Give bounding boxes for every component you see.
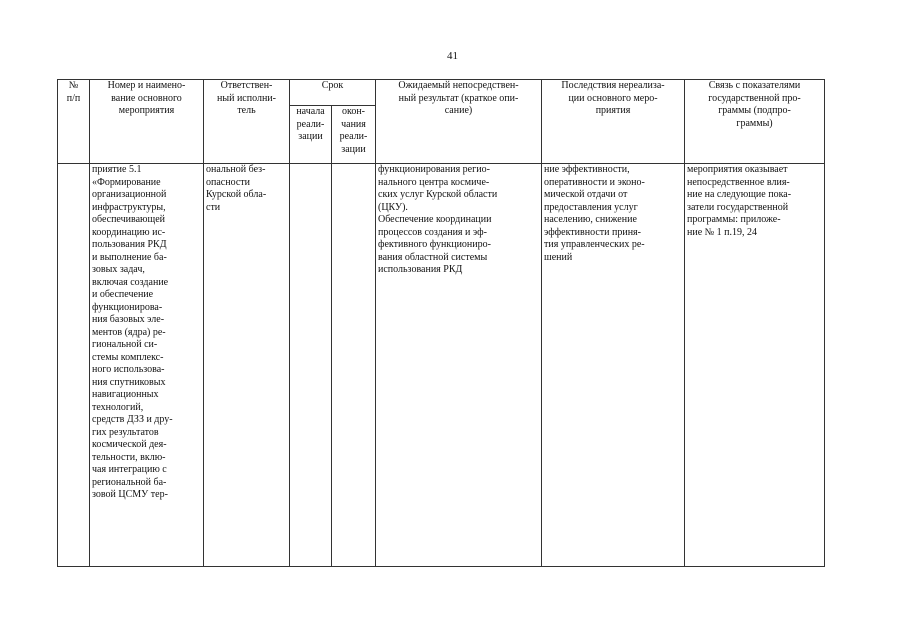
row-term-end: [332, 164, 376, 567]
header-consequences: Последствия нереализа- ции основного меро- приятия: [542, 80, 685, 164]
header-term: Срок: [290, 80, 376, 106]
row-term-start: [290, 164, 332, 567]
header-responsible: Ответствен- ный исполни- тель: [204, 80, 290, 164]
header-term-end: окон- чания реали- зации: [332, 106, 376, 164]
row-num: [58, 164, 90, 567]
page-number: 41: [447, 50, 458, 62]
row-expected: функционирования регио- нального центра космиче- ских услуг Курской области (ЦКУ). Обеспечение координации процессов создания и эф- фективного функциониро- вания областной системы использования РКД: [376, 164, 542, 567]
header-term-start: начала реали- зации: [290, 106, 332, 164]
header-num: № п/п: [58, 80, 90, 164]
row-consequences: ние эффективности, оперативности и эконо- мической отдачи от предоставления услуг населению, снижение эффективности приня- тия управленческих ре- шений: [542, 164, 685, 567]
header-name: Номер и наимено- вание основного мероприятия: [90, 80, 204, 164]
row-name: приятие 5.1 «Формирование организационной инфраструктуры, обеспечивающей координацию ис- пользования РКД и выполнение ба- зовых задач, включая создание и обеспечение функционирова- ния базовых эле- ментов (ядра) ре- гиональной си- стемы комплекс- ного использова- ния спутниковых навигационных технологий, средств ДЗЗ и дру- гих результатов космической дея- тельности, вклю- чая интеграцию с региональной ба- зовой ЦСМУ тер-: [90, 164, 204, 567]
table-row: [58, 164, 825, 567]
row-link: мероприятия оказывает непосредственное влия- ние на следующие пока- затели государственной программы: приложе- ние № 1 п.19, 24: [685, 164, 825, 567]
header-expected: Ожидаемый непосредствен- ный результат (краткое опи- сание): [376, 80, 542, 164]
row-responsible: ональной без- опасности Курской обла- сти: [204, 164, 290, 567]
header-row: [58, 80, 825, 106]
header-link: Связь с показателями государственной про- граммы (подпро- граммы): [685, 80, 825, 164]
measures-table: [57, 79, 825, 567]
